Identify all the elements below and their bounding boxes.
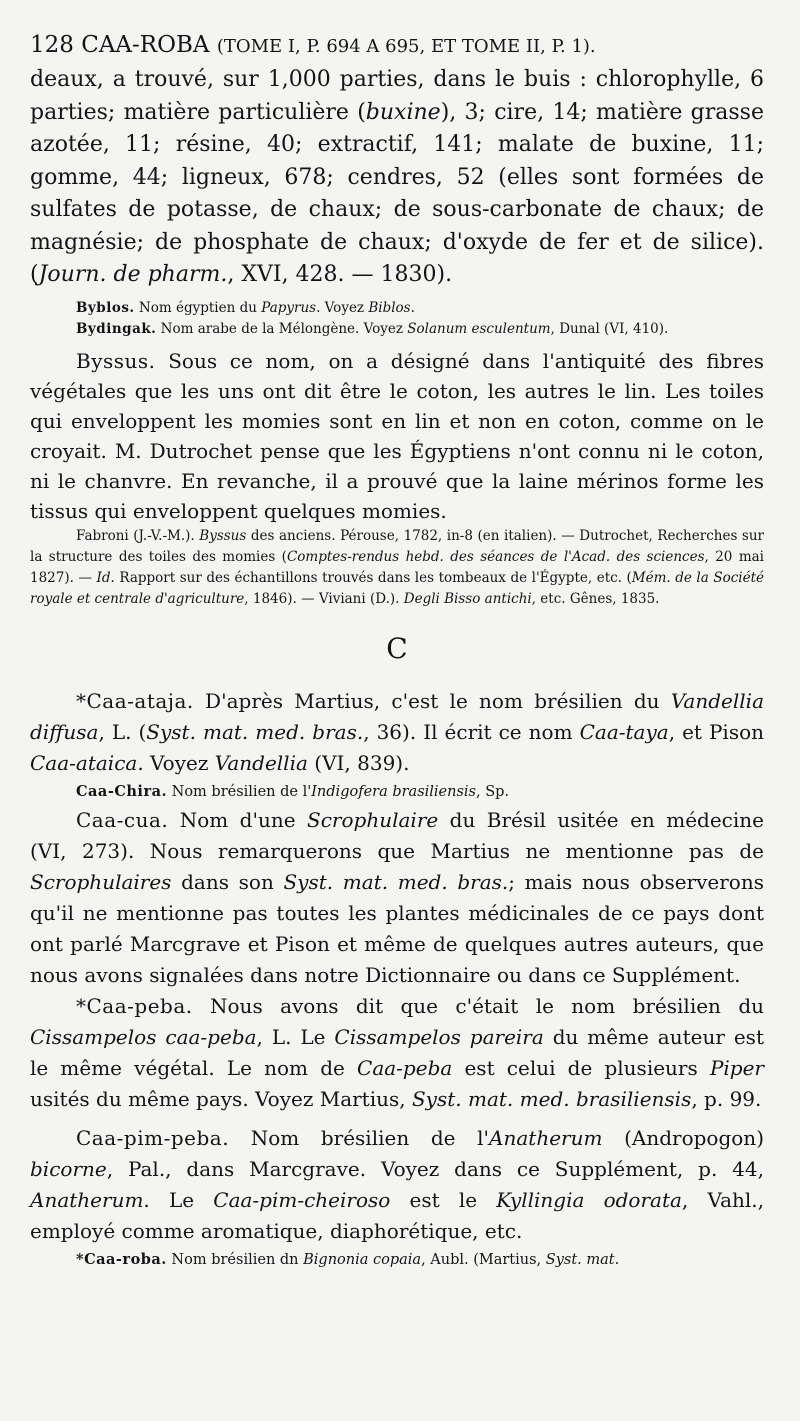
entry-caa-chira: Caa-Chira. Nom brésilien de l'Indigofera brasiliensis, Sp. <box>76 782 510 800</box>
entry-term: Caa-pim-peba. <box>76 1125 230 1150</box>
entry-caa-cua: Caa-cua. Nom d'une Scrophulaire du Brésil usitée en médecine (VI, 273). Nous remarquerons que Martius ne mentionne pas de Scrophulaires dans son Syst. mat. med. bras.; mais nous observerons qu'il ne mentionne pas toutes les plantes médicinales de ce pays dont ont parlé Marcgrave et Pison et même de quelques autres auteurs, que nous avons signalées dans notre Dictionnaire ou dans ce Supplément. <box>30 807 764 987</box>
entry-bydingak: Bydingak. Nom arabe de la Mélongène. Voyez Solanum esculentum, Dunal (VI, 410). <box>76 320 669 337</box>
entry-term: Byssus. <box>76 348 156 373</box>
entry-byssus: Byssus. Sous ce nom, on a désigné dans l'antiquité des fibres végétales que les uns ont dit être le coton, les autres le lin. Les toiles qui enveloppent les momies sont en lin et non en coton, comme on le croyait. M. Dutrochet pense que les Égyptiens n'ont connu ni le coton, ni le chanvre. En revanche, il a prouvé que la laine mérinos forme les tissus qui enveloppent quelques momies. <box>30 348 764 523</box>
entry-term: Bydingak. <box>76 320 157 337</box>
page-number: 128 <box>30 32 74 58</box>
entry-term: Caa-cua. <box>76 807 169 832</box>
running-head <box>30 28 764 64</box>
entry-term: *Caa-ataja. <box>76 688 194 713</box>
entry-caa-ataja: *Caa-ataja. D'après Martius, c'est le nom brésilien du Vandellia diffusa, L. (Syst. mat. med. bras., 36). Il écrit ce nom Caa-taya, et Pison Caa-ataica. Voyez Vandellia (VI, 839). <box>30 688 765 775</box>
entry-caa-roba: *Caa-roba. Nom brésilien dn Bignonia copaia, Aubl. (Martius, Syst. mat. <box>76 1250 620 1268</box>
entry-caa-peba: *Caa-peba. Nous avons dit que c'était le nom brésilien du Cissampelos caa-peba, L. Le Cissampelos pareira du même auteur est le même végétal. Le nom de Caa-peba est celui de plusieurs Piper usités du même pays. Voyez Martius, Syst. mat. med. brasiliensis, p. 99. <box>30 993 764 1111</box>
entry-term: Caa-Chira. <box>76 782 168 800</box>
entry-term: *Caa-peba. <box>76 993 193 1018</box>
running-title: CAA-ROBA <box>81 32 210 58</box>
entry-byblos: Byblos. Nom égyptien du Papyrus. Voyez Biblos. <box>76 299 415 316</box>
running-reference: (TOME I, P. 694 A 695, ET TOME II, P. 1). <box>216 36 596 57</box>
entry-term: *Caa-roba. <box>76 1250 167 1268</box>
section-letter: C <box>386 631 408 665</box>
byssus-references: Fabroni (J.-V.-M.). Byssus des anciens. Pérouse, 1782, in-8 (en italien). — Dutrochet, Recherches sur la structure des toiles des momies (Comptes-rendus hebd. des séances de l'Acad. des sciences, 20 mai 1827). — Id. Rapport sur des échantillons trouvés dans les tombeaux de l'Égypte, etc. (Mém. de la Société royale et centrale d'agriculture, 1846). — Viviani (D.). Degli Bisso antichi, etc. Gênes, 1835. <box>30 527 765 607</box>
entry-term: Byblos. <box>76 299 135 316</box>
entry-caa-pim-peba: Caa-pim-peba. Nom brésilien de l'Anatherum (Andropogon) bicorne, Pal., dans Marcgrave. Voyez dans ce Supplément, p. 44, Anatherum. Le Caa-pim-cheiroso est le Kyllingia odorata, Vahl., employé comme aromatique, diaphorétique, etc. <box>30 1125 764 1243</box>
continuation-paragraph: deaux, a trouvé, sur 1,000 parties, dans le buis : chlorophylle, 6 parties; matière particulière (buxine), 3; cire, 14; matière grasse azotée, 11; résine, 40; extractif, 141; malate de buxine, 11; gomme, 44; ligneux, 678; cendres, 52 (elles sont formées de sulfates de potasse, de chaux; de sous-carbonate de chaux; de magnésie; de phosphate de chaux; d'oxyde de fer et de silice). (Journ. de pharm., XVI, 428. — 1830). <box>30 67 764 287</box>
